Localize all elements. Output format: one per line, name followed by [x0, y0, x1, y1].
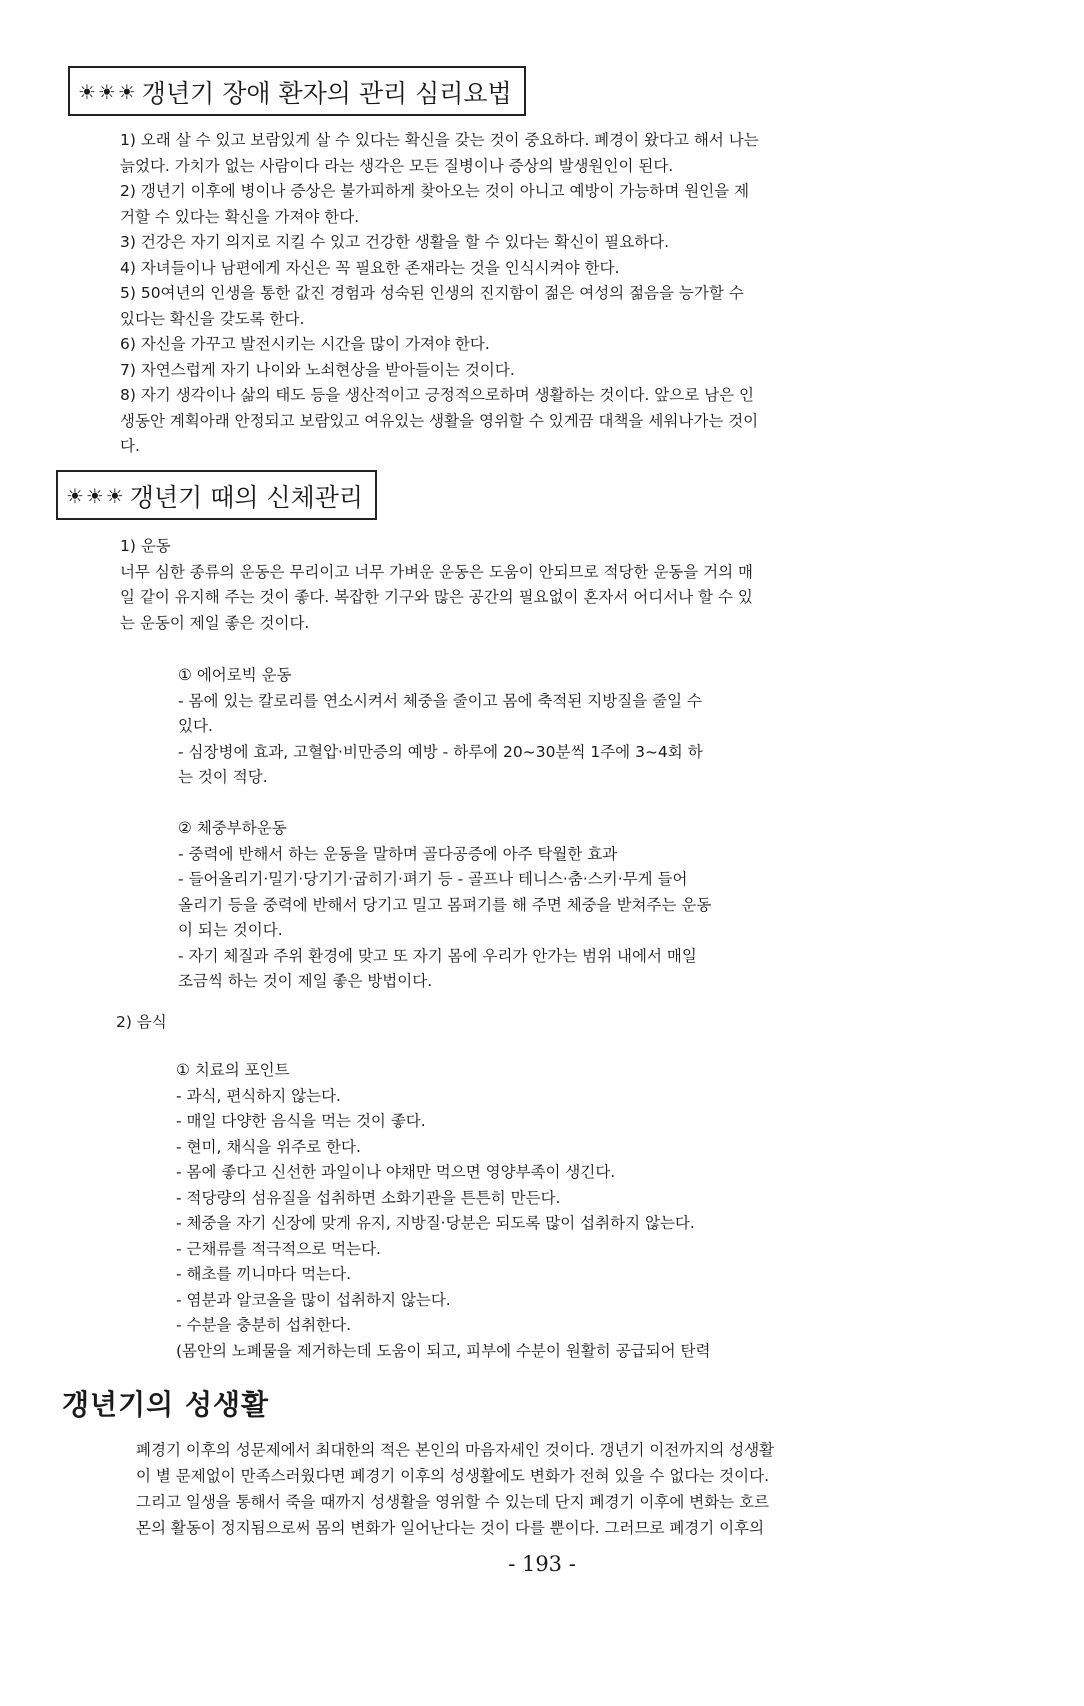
food-line: - 적당량의 섬유질을 섭취하면 소화기관을 튼튼히 만든다. [176, 1188, 561, 1207]
section3-title: 갱년기의 성생활 [62, 1388, 270, 1421]
aerobic-line: - 몸에 있는 칼로리를 연소시켜서 체중을 줄이고 몸에 축적된 지방질을 줄일 수 [178, 691, 702, 710]
page-number: - 193 - [508, 1552, 576, 1576]
aerobic-line: 는 것이 적당. [178, 768, 268, 786]
food-line: - 수분을 충분히 섭취한다. [176, 1316, 352, 1334]
food-line: - 체중을 자기 신장에 맞게 유지, 지방질·당분은 되도록 많이 섭취하지 않는다. [176, 1214, 695, 1232]
exercise-heading: 1) 운동 [120, 537, 171, 555]
section1-line: 3) 건강은 자기 의지로 지킬 수 있고 건강한 생활을 할 수 있다는 확신이 필요하다. [120, 233, 670, 251]
section3-body [136, 1437, 774, 1541]
section1-line: 늙었다. 가치가 없는 사람이다 라는 생각은 모든 질병이나 증상의 발생원인이 된다. [120, 156, 674, 175]
section1-line: 5) 50여년의 인생을 통한 값진 경험과 성숙된 인생의 진지함이 젊은 여성의 젊음을 능가할 수 [120, 284, 744, 302]
food-heading: 2) 음식 [116, 1013, 167, 1031]
section1-heading [68, 66, 526, 116]
weight-line: - 중력에 반해서 하는 운동을 말하며 골다공증에 아주 탁월한 효과 [178, 844, 618, 863]
exercise-block [120, 534, 753, 636]
weight-line: 이 되는 것이다. [178, 921, 283, 939]
food-line: - 몸에 좋다고 신선한 과일이나 야채만 먹으면 영양부족이 생긴다. [176, 1163, 616, 1181]
weight-line: ② 체중부하운동 [178, 819, 287, 837]
aerobic-line: ① 에어로빅 운동 [178, 666, 292, 684]
aerobic-line: 있다. [178, 717, 213, 735]
food-line: - 현미, 채식을 위주로 한다. [176, 1137, 361, 1156]
section1-line: 7) 자연스럽게 자기 나이와 노쇠현상을 받아들이는 것이다. [120, 360, 515, 379]
food-line: ① 치료의 포인트 [176, 1061, 290, 1079]
exercise-line: 일 같이 유지해 주는 것이 좋다. 복잡한 기구와 많은 공간의 필요없이 혼자서 어디서나 할 수 있 [120, 588, 753, 606]
section1-line: 6) 자신을 가꾸고 발전시키는 시간을 많이 가져야 한다. [120, 335, 490, 353]
food-block [176, 1058, 710, 1364]
section1-line: 생동안 계획아래 안정되고 보람있고 여유있는 생활을 영위할 수 있게끔 대책을 세워나가는 것이 [120, 411, 759, 430]
section3-line: 폐경기 이후의 성문제에서 최대한의 적은 본인의 마음자세인 것이다. 갱년기 이전까지의 성생활 [136, 1441, 775, 1459]
section1-line: 1) 오래 살 수 있고 보람있게 살 수 있다는 확신을 갖는 것이 중요하다. 폐경이 왔다고 해서 나는 [120, 131, 759, 149]
section1-line: 거할 수 있다는 확신을 가져야 한다. [120, 207, 360, 226]
aerobic-block [178, 663, 711, 995]
section1-line: 다. [120, 437, 140, 455]
section3-line: 몬의 활동이 정지됨으로써 몸의 변화가 일어난다는 것이 다를 뿐이다. 그러므로 폐경기 이후의 [136, 1519, 765, 1537]
sun-icons: ☀☀☀ [66, 484, 126, 508]
sun-icons: ☀☀☀ [78, 80, 138, 104]
food-line: - 과식, 편식하지 않는다. [176, 1086, 341, 1105]
exercise-line: 는 운동이 제일 좋은 것이다. [120, 613, 310, 632]
section2-heading [56, 470, 377, 520]
food-line: - 해초를 끼니마다 먹는다. [176, 1265, 352, 1283]
section2-title: 갱년기 때의 신체관리 [129, 483, 364, 512]
section3-line: 그리고 일생을 통해서 죽을 때까지 성생활을 영위할 수 있는데 단지 폐경기 이후에 변화는 호르 [136, 1493, 770, 1511]
section3-line: 이 별 문제없이 만족스러웠다면 폐경기 이후의 성생활에도 변화가 전혀 있을 수 없다는 것이다. [136, 1467, 770, 1485]
section1-line: 2) 갱년기 이후에 병이나 증상은 불가피하게 찾아오는 것이 아니고 예방이 가능하며 원인을 제 [120, 182, 750, 200]
weight-line: 조금씩 하는 것이 제일 좋은 방법이다. [178, 972, 433, 990]
exercise-line: 너무 심한 종류의 운동은 무리이고 너무 가벼운 운동은 도움이 안되므로 적당한 운동을 거의 매 [120, 562, 754, 581]
food-line: (몸안의 노폐물을 제거하는데 도움이 되고, 피부에 수분이 원활히 공급되어 탄력 [176, 1341, 711, 1360]
weight-line: - 들어올리기·밀기·당기기·굽히기·펴기 등 - 골프나 테니스·춤·스키·무게 들어 [178, 870, 688, 888]
food-line: - 염분과 알코올을 많이 섭취하지 않는다. [176, 1290, 451, 1309]
aerobic-line: - 심장병에 효과, 고혈압·비만증의 예방 - 하루에 20~30분씩 1주에 3~4회 하 [178, 742, 703, 761]
food-line: - 근채류를 적극적으로 먹는다. [176, 1239, 381, 1258]
food-line: - 매일 다양한 음식을 먹는 것이 좋다. [176, 1112, 426, 1130]
section1-body [120, 128, 759, 460]
section1-title: 갱년기 장애 환자의 관리 심리요법 [141, 79, 512, 108]
weight-line: - 자기 체질과 주위 환경에 맞고 또 자기 몸에 우리가 안가는 범위 내에서 매일 [178, 946, 697, 965]
section1-line: 8) 자기 생각이나 삶의 태도 등을 생산적이고 긍정적으로하며 생활하는 것이다. 앞으로 남은 인 [120, 386, 754, 404]
weight-line: 올리기 등을 중력에 반해서 당기고 밀고 몸펴기를 해 주면 체중을 받쳐주는 운동 [178, 895, 712, 914]
section1-line: 있다는 확신을 갖도록 한다. [120, 309, 305, 328]
section1-line: 4) 자녀들이나 남편에게 자신은 꼭 필요한 존재라는 것을 인식시켜야 한다. [120, 258, 620, 277]
